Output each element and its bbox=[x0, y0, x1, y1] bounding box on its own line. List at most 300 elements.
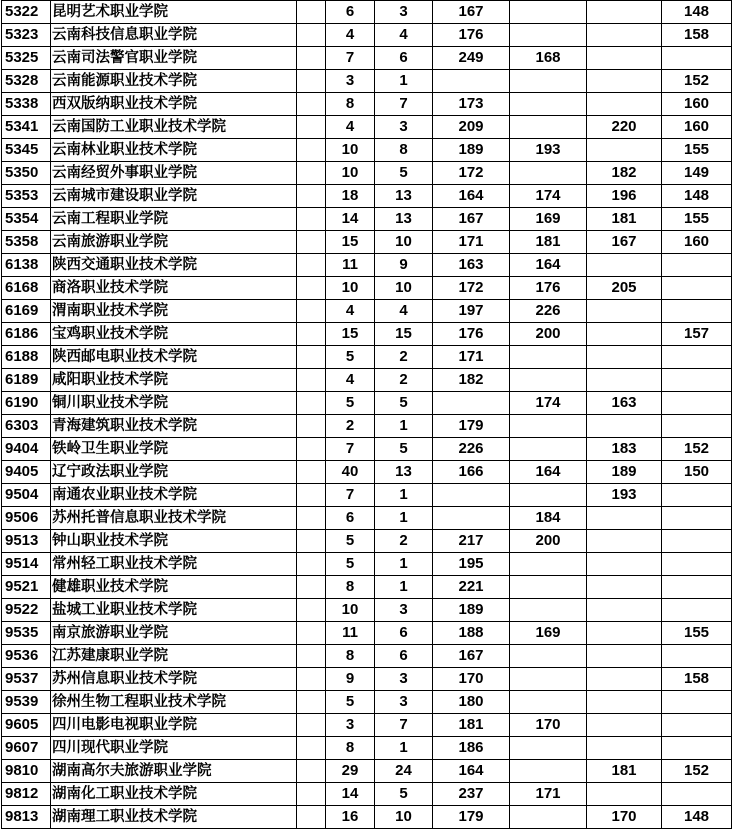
score-col-c-cell: 196 bbox=[587, 185, 662, 208]
score-col-c-cell: 205 bbox=[587, 277, 662, 300]
school-code-cell: 9810 bbox=[2, 760, 51, 783]
table-row bbox=[2, 346, 732, 369]
score-col-b-cell bbox=[510, 760, 587, 783]
school-code-cell: 9605 bbox=[2, 714, 51, 737]
score-col-b-cell: 181 bbox=[510, 231, 587, 254]
score-col-d-cell bbox=[662, 415, 732, 438]
score-col-b-cell: 174 bbox=[510, 185, 587, 208]
school-code-cell: 5341 bbox=[2, 116, 51, 139]
score-col-b-cell bbox=[510, 116, 587, 139]
blank-col-cell bbox=[297, 737, 326, 760]
score-col-a-cell: 209 bbox=[433, 116, 510, 139]
school-code-cell: 5328 bbox=[2, 70, 51, 93]
blank-col-cell bbox=[297, 691, 326, 714]
school-code-cell: 9812 bbox=[2, 783, 51, 806]
school-code-cell: 9536 bbox=[2, 645, 51, 668]
score-col-b-cell bbox=[510, 691, 587, 714]
score-col-c-cell bbox=[587, 300, 662, 323]
table-row bbox=[2, 162, 732, 185]
score-col-a-cell: 186 bbox=[433, 737, 510, 760]
school-code-cell: 9535 bbox=[2, 622, 51, 645]
score-col-b-cell bbox=[510, 599, 587, 622]
admit-count-cell: 7 bbox=[375, 93, 433, 116]
score-col-d-cell: 150 bbox=[662, 461, 732, 484]
plan-count-cell: 18 bbox=[326, 185, 375, 208]
score-col-b-cell bbox=[510, 162, 587, 185]
score-col-d-cell: 160 bbox=[662, 93, 732, 116]
school-code-cell: 6186 bbox=[2, 323, 51, 346]
score-col-a-cell: 189 bbox=[433, 139, 510, 162]
blank-col-cell bbox=[297, 116, 326, 139]
school-code-cell: 6189 bbox=[2, 369, 51, 392]
table-row bbox=[2, 760, 732, 783]
plan-count-cell: 8 bbox=[326, 576, 375, 599]
blank-col-cell bbox=[297, 277, 326, 300]
score-col-b-cell: 169 bbox=[510, 208, 587, 231]
score-col-b-cell: 200 bbox=[510, 530, 587, 553]
school-code-cell: 9404 bbox=[2, 438, 51, 461]
admit-count-cell: 2 bbox=[375, 530, 433, 553]
plan-count-cell: 5 bbox=[326, 530, 375, 553]
school-name-cell: 健雄职业技术学院 bbox=[51, 576, 297, 599]
score-col-c-cell bbox=[587, 507, 662, 530]
blank-col-cell bbox=[297, 208, 326, 231]
plan-count-cell: 4 bbox=[326, 24, 375, 47]
table-row bbox=[2, 599, 732, 622]
school-name-cell: 云南城市建设职业学院 bbox=[51, 185, 297, 208]
score-col-a-cell: 197 bbox=[433, 300, 510, 323]
score-col-a-cell: 167 bbox=[433, 645, 510, 668]
score-col-c-cell bbox=[587, 576, 662, 599]
table-row bbox=[2, 553, 732, 576]
score-col-c-cell: 181 bbox=[587, 760, 662, 783]
score-col-c-cell bbox=[587, 1, 662, 24]
score-col-b-cell bbox=[510, 645, 587, 668]
score-col-d-cell: 148 bbox=[662, 185, 732, 208]
score-col-d-cell bbox=[662, 507, 732, 530]
table-row bbox=[2, 691, 732, 714]
school-code-cell: 5353 bbox=[2, 185, 51, 208]
plan-count-cell: 16 bbox=[326, 806, 375, 829]
plan-count-cell: 15 bbox=[326, 231, 375, 254]
school-code-cell: 6169 bbox=[2, 300, 51, 323]
school-code-cell: 6190 bbox=[2, 392, 51, 415]
score-col-b-cell: 164 bbox=[510, 461, 587, 484]
score-col-b-cell: 170 bbox=[510, 714, 587, 737]
table-row bbox=[2, 461, 732, 484]
plan-count-cell: 3 bbox=[326, 714, 375, 737]
plan-count-cell: 5 bbox=[326, 346, 375, 369]
school-name-cell: 徐州生物工程职业技术学院 bbox=[51, 691, 297, 714]
blank-col-cell bbox=[297, 783, 326, 806]
blank-col-cell bbox=[297, 645, 326, 668]
score-col-a-cell bbox=[433, 70, 510, 93]
score-col-b-cell bbox=[510, 1, 587, 24]
table-row bbox=[2, 47, 732, 70]
score-col-a-cell: 170 bbox=[433, 668, 510, 691]
admit-count-cell: 3 bbox=[375, 599, 433, 622]
plan-count-cell: 10 bbox=[326, 139, 375, 162]
school-code-cell: 6138 bbox=[2, 254, 51, 277]
blank-col-cell bbox=[297, 760, 326, 783]
blank-col-cell bbox=[297, 162, 326, 185]
score-col-a-cell: 221 bbox=[433, 576, 510, 599]
score-col-b-cell: 171 bbox=[510, 783, 587, 806]
plan-count-cell: 10 bbox=[326, 277, 375, 300]
score-col-a-cell: 217 bbox=[433, 530, 510, 553]
school-code-cell: 9813 bbox=[2, 806, 51, 829]
score-col-b-cell bbox=[510, 737, 587, 760]
table-row bbox=[2, 254, 732, 277]
score-col-c-cell bbox=[587, 47, 662, 70]
table-row bbox=[2, 300, 732, 323]
school-name-cell: 云南国防工业职业技术学院 bbox=[51, 116, 297, 139]
admit-count-cell: 7 bbox=[375, 714, 433, 737]
score-col-d-cell: 160 bbox=[662, 116, 732, 139]
score-col-a-cell: 176 bbox=[433, 24, 510, 47]
school-name-cell: 湖南化工职业技术学院 bbox=[51, 783, 297, 806]
admit-count-cell: 10 bbox=[375, 231, 433, 254]
school-name-cell: 常州轻工职业技术学院 bbox=[51, 553, 297, 576]
score-col-b-cell bbox=[510, 70, 587, 93]
score-col-c-cell bbox=[587, 783, 662, 806]
blank-col-cell bbox=[297, 507, 326, 530]
score-col-d-cell bbox=[662, 392, 732, 415]
table-row bbox=[2, 93, 732, 116]
school-name-cell: 云南经贸外事职业学院 bbox=[51, 162, 297, 185]
admit-count-cell: 3 bbox=[375, 668, 433, 691]
score-col-a-cell: 172 bbox=[433, 277, 510, 300]
score-col-d-cell: 152 bbox=[662, 438, 732, 461]
table-row bbox=[2, 645, 732, 668]
table-row bbox=[2, 277, 732, 300]
score-col-d-cell bbox=[662, 645, 732, 668]
school-code-cell: 9607 bbox=[2, 737, 51, 760]
school-code-cell: 9521 bbox=[2, 576, 51, 599]
score-col-a-cell: 173 bbox=[433, 93, 510, 116]
admit-count-cell: 1 bbox=[375, 70, 433, 93]
school-name-cell: 湖南高尔夫旅游职业学院 bbox=[51, 760, 297, 783]
score-col-d-cell: 160 bbox=[662, 231, 732, 254]
admit-count-cell: 8 bbox=[375, 139, 433, 162]
score-col-d-cell: 152 bbox=[662, 70, 732, 93]
blank-col-cell bbox=[297, 323, 326, 346]
table-row bbox=[2, 1, 732, 24]
admit-count-cell: 1 bbox=[375, 553, 433, 576]
score-col-b-cell: 226 bbox=[510, 300, 587, 323]
score-col-c-cell bbox=[587, 691, 662, 714]
plan-count-cell: 8 bbox=[326, 737, 375, 760]
admit-count-cell: 13 bbox=[375, 461, 433, 484]
blank-col-cell bbox=[297, 231, 326, 254]
table-row bbox=[2, 576, 732, 599]
blank-col-cell bbox=[297, 576, 326, 599]
score-col-a-cell: 176 bbox=[433, 323, 510, 346]
admit-count-cell: 1 bbox=[375, 737, 433, 760]
table-row bbox=[2, 507, 732, 530]
plan-count-cell: 7 bbox=[326, 438, 375, 461]
score-col-a-cell: 249 bbox=[433, 47, 510, 70]
plan-count-cell: 6 bbox=[326, 1, 375, 24]
school-name-cell: 陕西交通职业技术学院 bbox=[51, 254, 297, 277]
score-col-c-cell: 181 bbox=[587, 208, 662, 231]
school-name-cell: 云南旅游职业学院 bbox=[51, 231, 297, 254]
plan-count-cell: 14 bbox=[326, 783, 375, 806]
school-name-cell: 铁岭卫生职业学院 bbox=[51, 438, 297, 461]
blank-col-cell bbox=[297, 484, 326, 507]
score-col-a-cell bbox=[433, 507, 510, 530]
admit-count-cell: 3 bbox=[375, 116, 433, 139]
plan-count-cell: 15 bbox=[326, 323, 375, 346]
blank-col-cell bbox=[297, 599, 326, 622]
table-row bbox=[2, 530, 732, 553]
school-code-cell: 5325 bbox=[2, 47, 51, 70]
school-name-cell: 青海建筑职业技术学院 bbox=[51, 415, 297, 438]
score-col-b-cell bbox=[510, 369, 587, 392]
score-col-d-cell bbox=[662, 484, 732, 507]
plan-count-cell: 4 bbox=[326, 369, 375, 392]
admit-count-cell: 6 bbox=[375, 622, 433, 645]
school-code-cell: 6188 bbox=[2, 346, 51, 369]
school-code-cell: 5323 bbox=[2, 24, 51, 47]
table-row bbox=[2, 737, 732, 760]
plan-count-cell: 4 bbox=[326, 300, 375, 323]
score-col-d-cell bbox=[662, 346, 732, 369]
score-col-c-cell bbox=[587, 599, 662, 622]
score-col-d-cell bbox=[662, 599, 732, 622]
school-name-cell: 江苏建康职业学院 bbox=[51, 645, 297, 668]
plan-count-cell: 4 bbox=[326, 116, 375, 139]
admit-count-cell: 9 bbox=[375, 254, 433, 277]
score-col-b-cell: 200 bbox=[510, 323, 587, 346]
score-col-a-cell: 180 bbox=[433, 691, 510, 714]
score-col-d-cell bbox=[662, 254, 732, 277]
blank-col-cell bbox=[297, 392, 326, 415]
blank-col-cell bbox=[297, 254, 326, 277]
admit-count-cell: 6 bbox=[375, 47, 433, 70]
plan-count-cell: 11 bbox=[326, 622, 375, 645]
school-name-cell: 四川电影电视职业学院 bbox=[51, 714, 297, 737]
table-row bbox=[2, 392, 732, 415]
score-col-c-cell bbox=[587, 622, 662, 645]
school-code-cell: 9506 bbox=[2, 507, 51, 530]
table-row bbox=[2, 369, 732, 392]
plan-count-cell: 7 bbox=[326, 47, 375, 70]
school-name-cell: 云南工程职业学院 bbox=[51, 208, 297, 231]
admit-count-cell: 2 bbox=[375, 346, 433, 369]
school-code-cell: 5345 bbox=[2, 139, 51, 162]
score-col-b-cell: 174 bbox=[510, 392, 587, 415]
plan-count-cell: 2 bbox=[326, 415, 375, 438]
blank-col-cell bbox=[297, 24, 326, 47]
blank-col-cell bbox=[297, 47, 326, 70]
school-name-cell: 盐城工业职业技术学院 bbox=[51, 599, 297, 622]
table-row bbox=[2, 714, 732, 737]
score-col-d-cell bbox=[662, 277, 732, 300]
score-col-a-cell: 163 bbox=[433, 254, 510, 277]
score-col-a-cell: 167 bbox=[433, 1, 510, 24]
school-name-cell: 昆明艺术职业学院 bbox=[51, 1, 297, 24]
admit-count-cell: 5 bbox=[375, 392, 433, 415]
plan-count-cell: 3 bbox=[326, 70, 375, 93]
score-col-c-cell: 182 bbox=[587, 162, 662, 185]
score-col-d-cell: 148 bbox=[662, 806, 732, 829]
table-row bbox=[2, 484, 732, 507]
score-col-b-cell bbox=[510, 806, 587, 829]
score-col-c-cell bbox=[587, 645, 662, 668]
plan-count-cell: 10 bbox=[326, 162, 375, 185]
plan-count-cell: 5 bbox=[326, 392, 375, 415]
admit-count-cell: 4 bbox=[375, 300, 433, 323]
admit-count-cell: 15 bbox=[375, 323, 433, 346]
blank-col-cell bbox=[297, 438, 326, 461]
blank-col-cell bbox=[297, 714, 326, 737]
score-col-c-cell bbox=[587, 254, 662, 277]
score-col-c-cell: 163 bbox=[587, 392, 662, 415]
score-col-c-cell bbox=[587, 668, 662, 691]
score-col-c-cell bbox=[587, 139, 662, 162]
score-col-d-cell: 155 bbox=[662, 622, 732, 645]
school-name-cell: 湖南理工职业技术学院 bbox=[51, 806, 297, 829]
plan-count-cell: 9 bbox=[326, 668, 375, 691]
table-row bbox=[2, 116, 732, 139]
table-row bbox=[2, 438, 732, 461]
table-row bbox=[2, 24, 732, 47]
school-name-cell: 陕西邮电职业技术学院 bbox=[51, 346, 297, 369]
score-col-a-cell: 171 bbox=[433, 231, 510, 254]
school-name-cell: 西双版纳职业技术学院 bbox=[51, 93, 297, 116]
score-col-c-cell bbox=[587, 24, 662, 47]
table-row bbox=[2, 622, 732, 645]
admit-count-cell: 1 bbox=[375, 507, 433, 530]
score-col-b-cell: 176 bbox=[510, 277, 587, 300]
admit-count-cell: 6 bbox=[375, 645, 433, 668]
score-col-c-cell bbox=[587, 323, 662, 346]
blank-col-cell bbox=[297, 553, 326, 576]
school-name-cell: 南京旅游职业学院 bbox=[51, 622, 297, 645]
school-code-cell: 5354 bbox=[2, 208, 51, 231]
plan-count-cell: 8 bbox=[326, 93, 375, 116]
score-col-c-cell: 183 bbox=[587, 438, 662, 461]
score-col-a-cell: 164 bbox=[433, 185, 510, 208]
blank-col-cell bbox=[297, 346, 326, 369]
score-col-b-cell: 193 bbox=[510, 139, 587, 162]
plan-count-cell: 11 bbox=[326, 254, 375, 277]
score-col-d-cell bbox=[662, 369, 732, 392]
school-name-cell: 宝鸡职业技术学院 bbox=[51, 323, 297, 346]
admit-count-cell: 5 bbox=[375, 438, 433, 461]
table-body bbox=[2, 1, 732, 829]
score-col-a-cell: 182 bbox=[433, 369, 510, 392]
school-name-cell: 云南科技信息职业学院 bbox=[51, 24, 297, 47]
school-code-cell: 9522 bbox=[2, 599, 51, 622]
school-name-cell: 咸阳职业技术学院 bbox=[51, 369, 297, 392]
score-col-b-cell bbox=[510, 415, 587, 438]
score-col-a-cell: 181 bbox=[433, 714, 510, 737]
admit-count-cell: 1 bbox=[375, 576, 433, 599]
school-name-cell: 云南司法警官职业学院 bbox=[51, 47, 297, 70]
score-col-d-cell bbox=[662, 737, 732, 760]
admit-count-cell: 1 bbox=[375, 415, 433, 438]
score-col-b-cell bbox=[510, 438, 587, 461]
admit-count-cell: 13 bbox=[375, 185, 433, 208]
score-col-c-cell: 189 bbox=[587, 461, 662, 484]
table-row bbox=[2, 185, 732, 208]
score-col-b-cell bbox=[510, 553, 587, 576]
school-code-cell: 5338 bbox=[2, 93, 51, 116]
school-code-cell: 5350 bbox=[2, 162, 51, 185]
school-name-cell: 南通农业职业技术学院 bbox=[51, 484, 297, 507]
score-col-d-cell: 148 bbox=[662, 1, 732, 24]
school-name-cell: 云南能源职业技术学院 bbox=[51, 70, 297, 93]
score-col-c-cell bbox=[587, 737, 662, 760]
table-row bbox=[2, 231, 732, 254]
score-col-a-cell bbox=[433, 392, 510, 415]
table-row bbox=[2, 783, 732, 806]
score-col-c-cell bbox=[587, 553, 662, 576]
table-row bbox=[2, 415, 732, 438]
score-col-a-cell: 237 bbox=[433, 783, 510, 806]
plan-count-cell: 8 bbox=[326, 645, 375, 668]
score-col-b-cell bbox=[510, 484, 587, 507]
score-col-b-cell: 168 bbox=[510, 47, 587, 70]
school-name-cell: 钟山职业技术学院 bbox=[51, 530, 297, 553]
score-col-d-cell bbox=[662, 691, 732, 714]
blank-col-cell bbox=[297, 70, 326, 93]
school-name-cell: 四川现代职业学院 bbox=[51, 737, 297, 760]
admit-count-cell: 13 bbox=[375, 208, 433, 231]
admit-count-cell: 10 bbox=[375, 806, 433, 829]
score-col-c-cell: 167 bbox=[587, 231, 662, 254]
school-code-cell: 9539 bbox=[2, 691, 51, 714]
score-col-c-cell bbox=[587, 369, 662, 392]
school-name-cell: 渭南职业技术学院 bbox=[51, 300, 297, 323]
score-col-d-cell: 155 bbox=[662, 208, 732, 231]
score-col-a-cell: 171 bbox=[433, 346, 510, 369]
score-col-d-cell bbox=[662, 47, 732, 70]
school-code-cell: 6303 bbox=[2, 415, 51, 438]
blank-col-cell bbox=[297, 369, 326, 392]
table-row bbox=[2, 323, 732, 346]
score-col-a-cell: 172 bbox=[433, 162, 510, 185]
score-col-a-cell: 179 bbox=[433, 806, 510, 829]
school-code-cell: 9514 bbox=[2, 553, 51, 576]
plan-count-cell: 14 bbox=[326, 208, 375, 231]
blank-col-cell bbox=[297, 93, 326, 116]
score-col-b-cell bbox=[510, 668, 587, 691]
admit-count-cell: 3 bbox=[375, 691, 433, 714]
score-col-d-cell bbox=[662, 714, 732, 737]
blank-col-cell bbox=[297, 806, 326, 829]
score-col-c-cell bbox=[587, 93, 662, 116]
school-name-cell: 苏州托普信息职业技术学院 bbox=[51, 507, 297, 530]
score-col-d-cell: 158 bbox=[662, 24, 732, 47]
school-code-cell: 9405 bbox=[2, 461, 51, 484]
score-col-b-cell: 184 bbox=[510, 507, 587, 530]
score-col-c-cell bbox=[587, 530, 662, 553]
score-col-d-cell bbox=[662, 530, 732, 553]
score-col-a-cell: 179 bbox=[433, 415, 510, 438]
blank-col-cell bbox=[297, 1, 326, 24]
blank-col-cell bbox=[297, 415, 326, 438]
score-col-b-cell bbox=[510, 346, 587, 369]
score-col-a-cell: 189 bbox=[433, 599, 510, 622]
score-col-d-cell: 152 bbox=[662, 760, 732, 783]
admit-count-cell: 3 bbox=[375, 1, 433, 24]
score-col-a-cell: 226 bbox=[433, 438, 510, 461]
blank-col-cell bbox=[297, 139, 326, 162]
school-name-cell: 商洛职业技术学院 bbox=[51, 277, 297, 300]
